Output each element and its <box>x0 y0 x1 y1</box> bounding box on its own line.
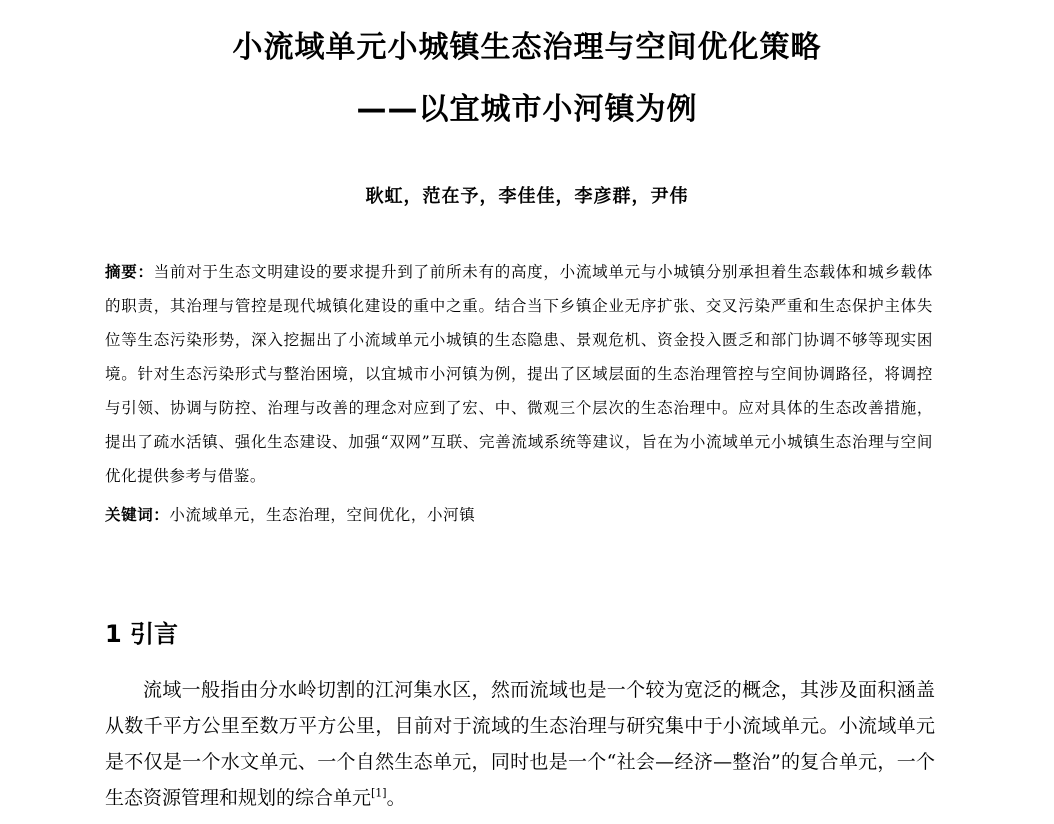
paragraph-text: 流域一般指由分水岭切割的江河集水区，然而流域也是一个较为宽泛的概念，其涉及面积涵盖从数千平方公里至数万平方公里，目前对于流域的生态治理与研究集中于小流域单元。小流域单元是不仅是一个水文单元、一个自然生态单元，同时也是一个“社会—经济—整治”的复合单元，一个生态资源管理和规划的综合单元 <box>105 679 935 809</box>
abstract-text: 当前对于生态文明建设的要求提升到了前所未有的高度，小流域单元与小城镇分别承担着生态载体和城乡载体的职责，其治理与管控是现代城镇化建设的重中之重。结合当下乡镇企业无序扩张、交叉污染严重和生态保护主体失位等生态污染形势，深入挖掘出了小流域单元小城镇的生态隐患、景观危机、资金投入匮乏和部门协调不够等现实困境。针对生态污染形式与整治困境，以宜城市小河镇为例，提出了区域层面的生态治理管控与空间协调路径，将调控与引领、协调与防控、治理与改善的理念对应到了宏、中、微观三个层次的生态治理中。应对具体的生态改善措施，提出了疏水活镇、强化生态建设、加强“双网”互联、完善流域系统等建议，旨在为小流域单元小城镇生态治理与空间优化提供参考与借鉴。 <box>105 263 933 485</box>
citation-ref: [1] <box>371 786 387 800</box>
section-heading: 1 引言 <box>105 620 179 648</box>
paper-subtitle: ——以宜城市小河镇为例 <box>356 92 698 127</box>
keywords-label: 关键词： <box>105 505 170 524</box>
body-paragraph <box>105 672 935 816</box>
paper-title: 小流域单元小城镇生态治理与空间优化策略 <box>232 30 822 65</box>
keywords-text: 小流域单元，生态治理，空间优化，小河镇 <box>169 506 476 524</box>
paragraph-ending: 。 <box>386 787 406 809</box>
abstract-label: 摘要： <box>105 262 154 281</box>
keywords <box>105 500 933 530</box>
author-list: 耿虹，范在予，李佳佳，李彦群，尹伟 <box>365 186 689 207</box>
abstract <box>105 255 933 493</box>
